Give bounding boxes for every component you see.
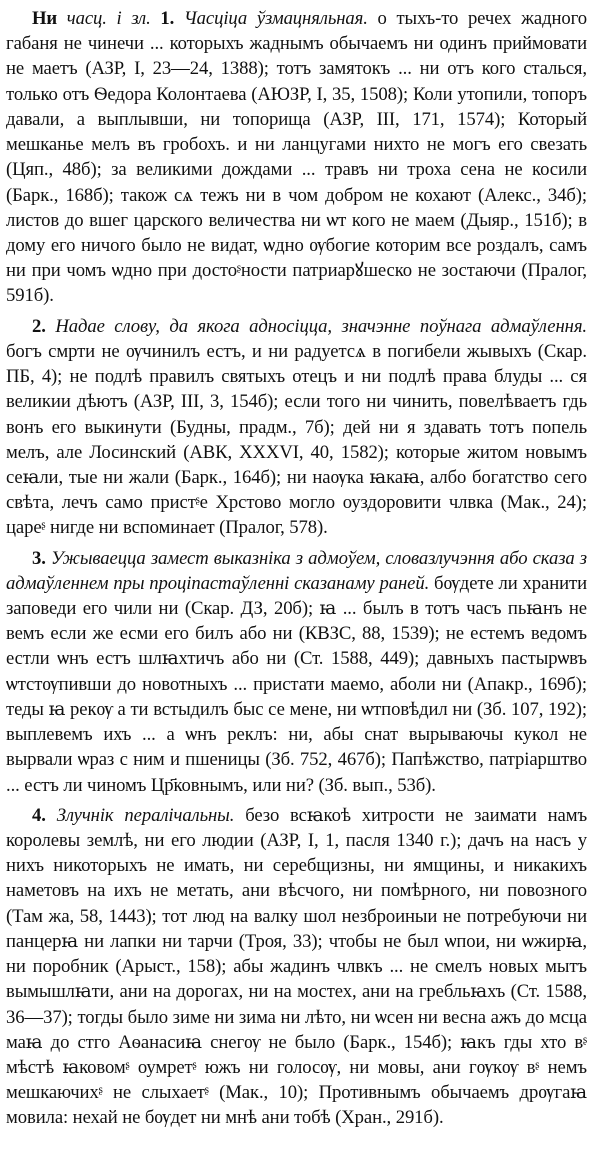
sense-definition: Надае слову, да якога адносіцца, значэнне поўнага адмаўлення. xyxy=(55,315,587,337)
sense-3 xyxy=(6,546,587,798)
sense-4 xyxy=(6,803,587,1131)
sense-definition: Злучнік пералічальны. xyxy=(56,804,235,826)
sense-1 xyxy=(6,6,587,309)
sense-number: 1. xyxy=(160,8,175,29)
grammar-label: часц. і зл. xyxy=(66,8,151,29)
sense-citations: богъ смрти не ѹчинилъ естъ, и ни радуетсѧ в погибели жывыхъ (Скар. ПБ, 4); не подлѣ правилъ святыхъ отецъ и ни подлѣ права блуды ... ся великии дѣютъ (АЗР, III, 3, 154б); если того ни чинить, повелѣваетъ гдь вонъ его выкинути (Будны, прадм., 7б); дей ни я здавать тотъ попель мелъ, але Лосинский (АВК, XXXVI, 40, 1582); которые житом новымъ сеꙗли, тые ни жали (Барк., 164б); ни наѹка ꙗкаꙗ, албо богатство сего свѣта, лечъ само пристᶳе Хрстово могло оуздоровити члвка (Мак., 24); цареᶳ нигде ни вспоминает (Пралог, 578). xyxy=(6,340,587,539)
sense-definition: Ужываецца замест выказніка з адмоўем, словазлучэння або сказа з адмаўленнем пры проціпастаўленні сказанаму раней. xyxy=(6,547,587,594)
sense-number: 2. xyxy=(32,315,46,337)
sense-citations: безо всꙗкоѣ хитрости не заимати намъ королевы землѣ, ни его людии (АЗР, I, 1, пасля 1340 г.); дачъ на насъ у нихъ никоторыхъ не имать, ни серебщизны, ни ямщины, и никакихъ наметовъ на ихъ не метать, ани вѣсчого, ни помѣрного, ни повозного (Там жа, 58, 1443); тот люд на валку шол незброиныи не потребуючи ни панцерꙗ ни лапки ни тарчи (Троя, 33); чтобы не был ѡпои, ни ѡжирꙗ, ни поробник (Арыст., 158); абы жадинъ члвкъ ... не смелъ новых мытъ вымышлꙗти, ани на дорогах, ни на мостех, ани на гребльꙗхъ (Ст. 1588, 36—37); тогды было зиме ни зима ни лѣто, ни ѡсен ни весна ажъ до мсца маꙗ до стго Аѳанасиꙗ снегѹ не было (Барк., 154б); ꙗкъ гды хто вᶳ мѣстѣ ꙗковомᶳ оумретᶳ южъ ни голосѹ, ни мовы, ани гѹкѹ вᶳ немъ мешкаючихᶳ не слыхаетᶳ (Мак., 10); Противнымъ обычаемъ дрѹгаꙗ мовила: нехай не бѹдет ни мнѣ ани тобѣ (Хран., 291б). xyxy=(6,804,588,1129)
sense-2 xyxy=(6,314,587,541)
sense-citations: о тыхъ-то речех жадного габаня не чинечи ... которыхъ жаднымъ обычаемъ ни одинъ приймовати не маетъ (АЗР, I, 23—24, 1388); тотъ замятокъ ... ни отъ кого сталься, только отъ Ѳедора Колонтаева (АЮЗР, I, 35, 1508); Коли утопили, топоръ давали, а выплывши, ни топорища (АЗР, III, 171, 1574); Который мешканье мелъ въ гробохъ. и ни ланцугами нихто не могъ его свезать (Цяп., 48б); за великими дождами ... травъ ни троха сена не косили (Барк., 168б); також сѧ тежъ ни в чом добром не кохают (Алекс., 34б); листов до вшег царского величества ни ѡт кого не маем (Дыяр., 151б); в дому его ничого было не видат, ѡдно ѹбогие которим все роздалъ, самъ ни при чомъ ѡдно при достоᶳности патриарꙋшеско не зостаючи (Пралог, 591б). xyxy=(6,8,587,307)
sense-number: 4. xyxy=(32,804,46,826)
sense-number: 3. xyxy=(32,547,46,569)
headword: Ни xyxy=(32,8,58,29)
sense-definition: Часціца ўзмацняльная. xyxy=(183,8,368,29)
sense-citations: бѹдете ли хранити заповеди его чили ни (Скар. ДЗ, 20б); ꙗ ... былъ в тотъ часъ пьꙗнъ не вемъ если же есми его билъ або ни (КВЗС, 88, 1539); не естемъ ведомъ естли ѡнъ естъ шлꙗхтичъ або ни (Ст. 1588, 449); давныхъ пастырѡвъ ѡтстѹпивши до новотныхъ ... пристати маемо, аболи ни (Апакр., 169б); теды ꙗ рекѹ а ти встыдилъ быс се мене, ни ѡтповѣдил ни (Зб. 107, 192); выплевемъ ихъ ... а ѡнъ реклъ: ни, абы снат вырываючы кукол не вырвали ѡраз с ним и пшеницы (Зб. 752, 467б); Папѣжство, патріарштво ... естъ ли чиномъ Цр҃ковнымъ, или ни? (Зб. вып., 53б). xyxy=(6,572,588,796)
